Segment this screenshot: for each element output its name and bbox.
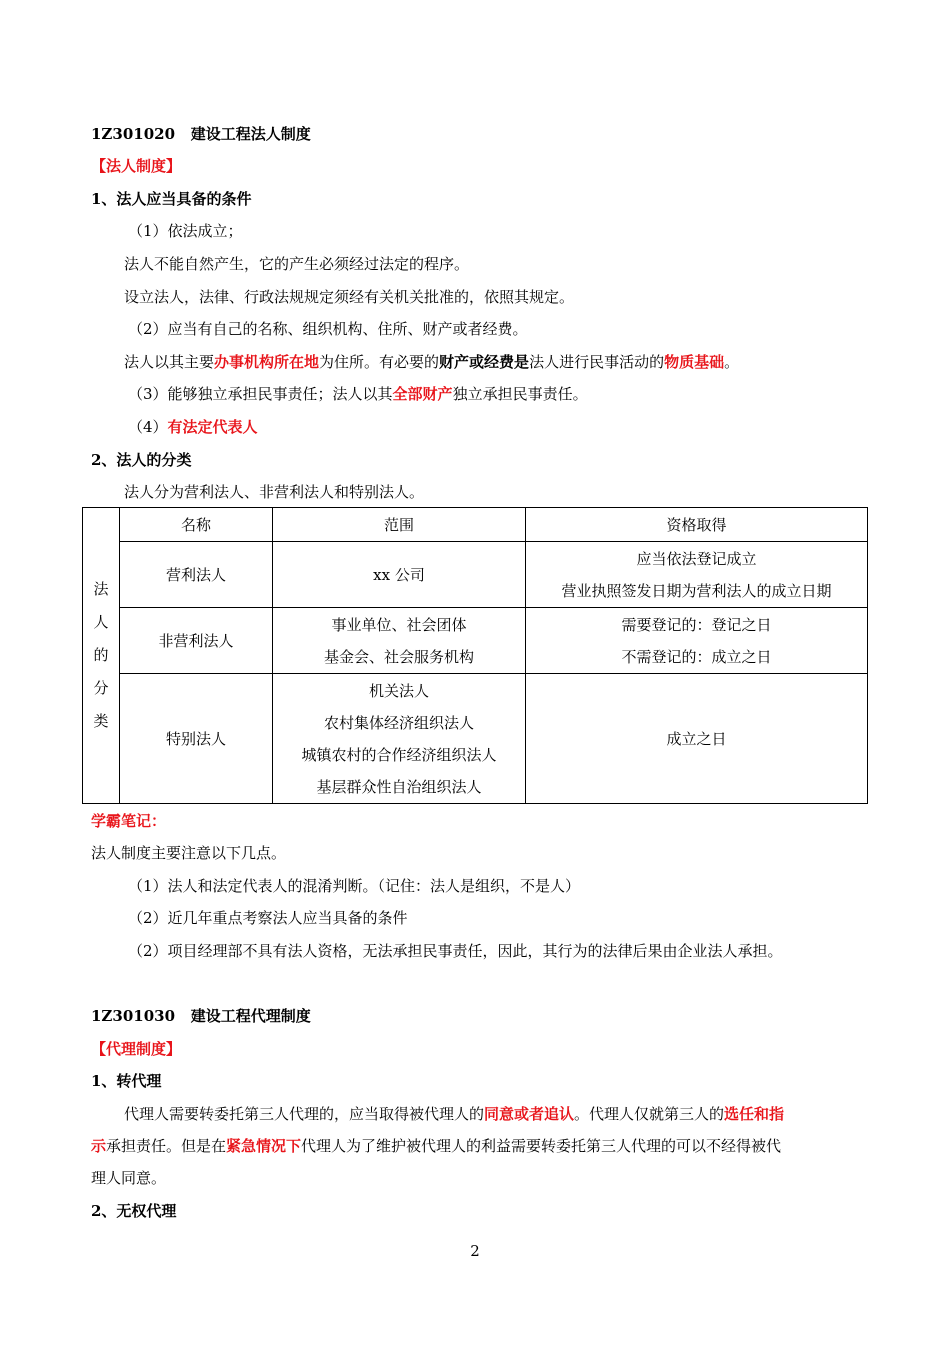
qual-item: 不需登记的：成立之日	[621, 647, 772, 666]
scope-item: 事业单位、社会团体	[331, 615, 467, 634]
name-cell: 非营利法人	[120, 608, 273, 674]
text-run: 法人进行民事活动的	[529, 353, 665, 371]
qual-cell	[526, 608, 868, 674]
notes-title: 学霸笔记：	[91, 812, 167, 830]
bold-text: 财产或经费是	[439, 353, 530, 371]
topic-tag: 【法人制度】	[91, 157, 182, 175]
column-header: 名称	[120, 508, 273, 542]
subheading: 2、法人的分类	[91, 451, 192, 469]
side-char: 法	[93, 580, 109, 598]
column-header: 资格取得	[526, 508, 868, 542]
name-cell: 特别法人	[120, 674, 273, 804]
scope-item: 机关法人	[368, 681, 429, 700]
table-row	[83, 674, 868, 804]
table-header-row	[83, 508, 868, 542]
paragraph	[124, 1104, 784, 1124]
note-item: （2）近几年重点考察法人应当具备的条件	[128, 909, 408, 927]
qual-cell	[526, 674, 868, 804]
highlight-text: 选任和指	[724, 1105, 785, 1123]
scope-item: xx 公司	[373, 565, 425, 584]
note-item: （2）项目经理部不具有法人资格，无法承担民事责任，因此，其行为的法律后果由企业法人承担。	[128, 942, 783, 960]
paragraph: 理人同意。	[91, 1169, 167, 1187]
scope-item: 城镇农村的合作经济组织法人	[301, 745, 497, 764]
paragraph: （2）应当有自己的名称、组织机构、住所、财产或者经费。	[128, 320, 528, 338]
classification-table	[82, 507, 868, 804]
side-label-cell	[83, 508, 120, 804]
paragraph	[128, 384, 588, 404]
scope-item: 基金会、社会服务机构	[323, 647, 474, 666]
notes-intro: 法人制度主要注意以下几点。	[91, 844, 287, 862]
paragraph	[128, 417, 258, 437]
text-run: 为住所。有必要的	[319, 353, 440, 371]
scope-cell	[273, 608, 526, 674]
section-title: 建设工程法人制度	[190, 125, 311, 143]
section-heading	[91, 124, 311, 144]
scope-item: 基层群众性自治组织法人	[316, 777, 482, 796]
scope-item: 农村集体经济组织法人	[323, 713, 474, 732]
highlight-text: 同意或者追认	[484, 1105, 575, 1123]
paragraph: （1）依法成立；	[128, 222, 243, 240]
section-heading	[91, 1006, 311, 1026]
qual-item: 需要登记的：登记之日	[621, 615, 772, 634]
text-run: 承担责任。但是在	[106, 1137, 227, 1155]
text-run: 。	[724, 353, 740, 371]
qual-item: 应当依法登记成立	[636, 549, 757, 568]
text-run: 独立承担民事责任。	[452, 385, 588, 403]
highlight-text: 全部财产	[392, 385, 453, 403]
note-item: （1）法人和法定代表人的混淆判断。（记住：法人是组织，不是人）	[128, 877, 581, 895]
side-label	[83, 573, 119, 738]
table-row	[83, 608, 868, 674]
highlight-text: 有法定代表人	[167, 418, 258, 436]
qual-cell	[526, 542, 868, 608]
paragraph: 法人分为营利法人、非营利法人和特别法人。	[124, 483, 425, 501]
scope-cell	[273, 674, 526, 804]
highlight-text: 示	[91, 1137, 107, 1155]
name-cell: 营利法人	[120, 542, 273, 608]
side-char: 分	[93, 679, 109, 697]
text-run: 。代理人仅就第三人的	[574, 1105, 725, 1123]
subheading: 2、无权代理	[91, 1202, 177, 1220]
page-number: 2	[470, 1242, 480, 1260]
section-code: 1Z301030	[91, 1007, 176, 1025]
paragraph	[91, 1136, 781, 1156]
paragraph: 设立法人，法律、行政法规规定须经有关机关批准的，依照其规定。	[124, 288, 575, 306]
side-char: 类	[93, 712, 109, 730]
text-run: 代理人为了维护被代理人的利益需要转委托第三人代理的可以不经得被代	[301, 1137, 782, 1155]
text-run: （3）能够独立承担民事责任；法人以其	[128, 385, 393, 403]
highlight-text: 办事机构所在地	[214, 353, 320, 371]
section-title: 建设工程代理制度	[190, 1007, 311, 1025]
column-header: 范围	[273, 508, 526, 542]
section-code: 1Z301020	[91, 125, 176, 143]
paragraph	[124, 352, 739, 372]
text-run: （4）	[128, 418, 168, 436]
highlight-text: 物质基础	[664, 353, 725, 371]
text-run: 代理人需要转委托第三人代理的，应当取得被代理人的	[124, 1105, 485, 1123]
text-run: 法人以其主要	[124, 353, 215, 371]
table-row	[83, 542, 868, 608]
highlight-text: 紧急情况下	[226, 1137, 302, 1155]
topic-tag: 【代理制度】	[91, 1040, 182, 1058]
subheading: 1、转代理	[91, 1072, 162, 1090]
side-char: 人	[93, 613, 109, 631]
side-char: 的	[93, 646, 109, 664]
subheading: 1、法人应当具备的条件	[91, 190, 252, 208]
paragraph: 法人不能自然产生，它的产生必须经过法定的程序。	[124, 255, 470, 273]
scope-cell	[273, 542, 526, 608]
qual-item: 营业执照签发日期为营利法人的成立日期	[561, 581, 832, 600]
qual-item: 成立之日	[666, 729, 727, 748]
